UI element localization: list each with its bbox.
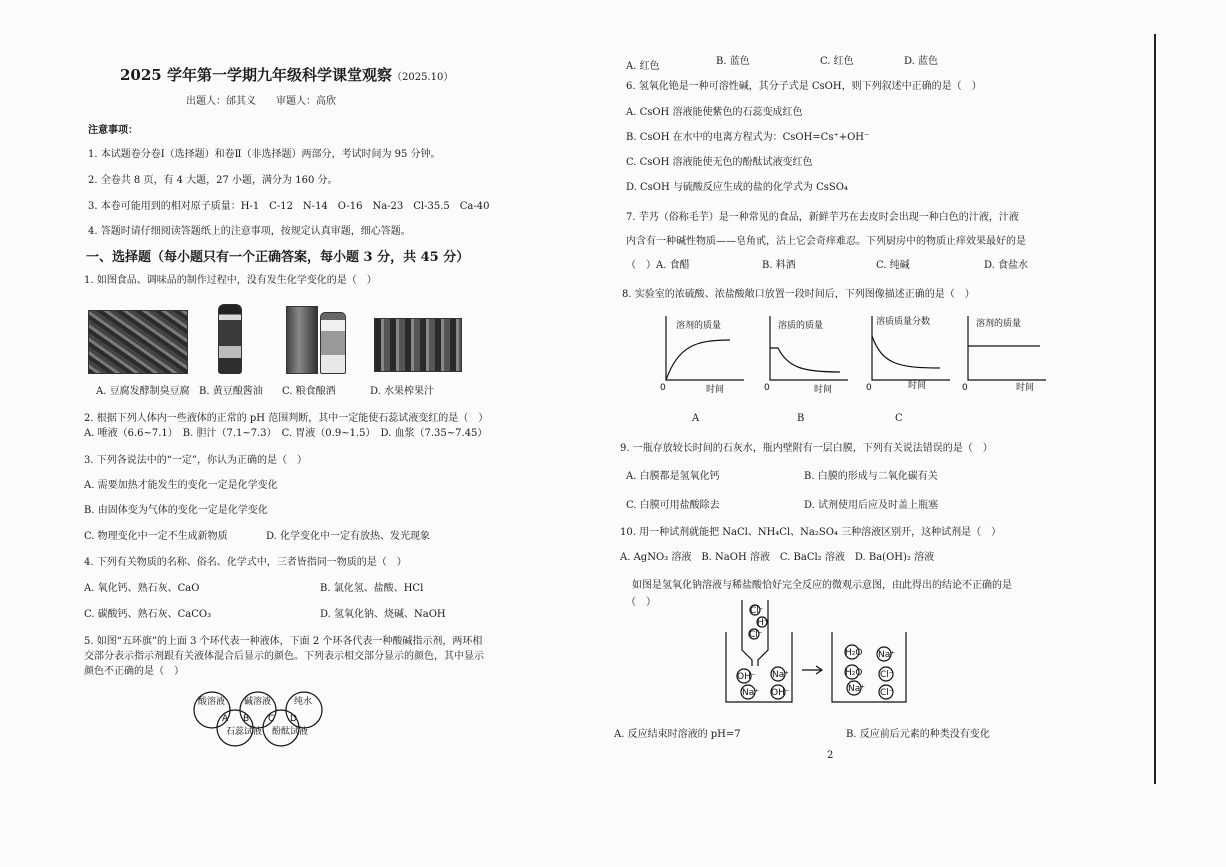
q8-graph-a [656,312,748,394]
tofu-photo [88,310,188,374]
ring-phenolphthalein-label: 酚酞试液 [272,727,309,737]
q8-graph-c-ylabel: 溶质质量分数 [876,317,931,327]
q8-graph-b [760,312,852,394]
q6-stem: 6. 氢氧化铯是一种可溶性碱，其分子式是 CsOH，则下列叙述中正确的是（ ） [626,81,982,92]
q8-graph-a-ylabel: 溶剂的质量 [676,321,722,331]
before-ion-1: OH⁻ [737,672,756,682]
q11-stem: 如图是氢氧化钠溶液与稀盐酸恰好完全反应的微观示意图，由此得出的结论不正确的是 [632,580,1012,591]
neutralization-diagram [716,596,916,708]
q7-option-a: （ ）A. 食醋 [626,260,690,271]
fruit-juice-photo [374,318,462,372]
exam-title [120,64,453,85]
q6-option-d: D. CsOH 与硫酸反应生成的盐的化学式为 CsSO₄ [626,182,848,193]
q8-graph-c-xlabel: 时间 [908,381,927,391]
notice-heading: 注意事项： [88,125,138,136]
ring-acid-label: 酸溶液 [198,697,226,707]
before-ion-3: Na⁺ [742,688,759,698]
ring-litmus-label: 石蕊试液 [226,727,263,737]
q8-letter-c: C [895,413,903,424]
q1-option-c: C. 粮食酿酒 [282,386,336,397]
binding-line [1154,34,1156,784]
after-ion-5: Na⁺ [848,684,865,694]
q11-option-b: B. 反应前后元素的种类没有变化 [846,729,990,740]
before-ion-2: Na⁺ [772,670,789,680]
q9-option-a: A. 白膜都是氢氧化钙 [626,471,720,482]
five-rings-diagram [192,690,328,750]
q3-option-c: C. 物理变化中一定不生成新物质 [84,531,228,542]
liquor-box-photo [286,306,318,374]
q4-option-b: B. 氯化氢、盐酸、HCl [320,583,424,594]
q9-option-b: B. 白膜的形成与二氧化碳有关 [804,471,938,482]
q8-graph-d-ylabel: 溶剂的质量 [976,319,1022,329]
notice-3: 3. 本卷可能用到的相对原子质量：H-1 C-12 N-14 O-16 Na-23 Cl-35.5 Ca-40 [88,201,490,212]
ring-water-label: 纯水 [294,697,313,707]
q10-stem: 10. 用一种试剂就能把 NaCl、NH₄Cl、Na₂SO₄ 三种溶液区别开，这种试剂是（ ） [620,527,1002,538]
q11-paren: （ ） [626,597,656,608]
tube-ion-1: Cl⁻ [750,606,764,616]
ring-letter-b: B [243,714,250,724]
q4-stem: 4. 下列有关物质的名称、俗名、化学式中，三者皆指同一物质的是（ ） [84,557,407,568]
q4-option-a: A. 氧化钙、熟石灰、CaO [84,583,200,594]
tube-ion-2: H⁺ [757,618,769,628]
q7-stem-line1: 7. 芋艿（俗称毛芋）是一种常见的食品，新鲜芋艿在去皮时会出现一种白色的汁液，汁液 [626,212,1019,223]
notice-1: 1. 本试题卷分卷Ⅰ（选择题）和卷Ⅱ（非选择题）两部分，考试时间为 95 分钟。 [88,149,441,160]
q5-option-d: D. 蓝色 [904,56,939,67]
ring-letter-a: A [222,714,229,724]
after-ion-3: H₂O [845,668,863,678]
q2-options: A. 唾液（6.6~7.1） B. 胆汁（7.1~7.3） C. 胃液（0.9~1.5） D. 血浆（7.35~7.45） [84,428,488,439]
q3-option-b: B. 由固体变为气体的变化一定是化学变化 [84,505,268,516]
after-ion-6: Cl⁻ [880,688,894,698]
q4-option-d: D. 氢氧化钠、烧碱、NaOH [320,609,446,620]
q6-option-b: B. CsOH 在水中的电离方程式为：CsOH=Cs⁺+OH⁻ [626,132,870,143]
q3-option-d: D. 化学变化中一定有放热、发光现象 [266,531,431,542]
q9-option-d: D. 试剂使用后应及时盖上瓶塞 [804,500,939,511]
exam-date: （2025.10） [391,72,454,83]
after-ion-1: H₂O [845,648,863,658]
q8-graph-c [862,312,954,394]
q5-option-a: A. 红色 [626,61,660,72]
q7-option-d: D. 食盐水 [984,260,1029,271]
q10-options: A. AgNO₃ 溶液 B. NaOH 溶液 C. BaCl₂ 溶液 D. Ba(OH)₂ 溶液 [620,552,935,563]
q8-stem: 8. 实验室的浓硫酸、浓盐酸敞口放置一段时间后，下列图像描述正确的是（ ） [622,289,975,300]
q11-option-a: A. 反应结束时溶液的 pH=7 [614,729,741,740]
liquor-bottle-photo [320,312,346,374]
q8-graph-c-origin: 0 [866,383,872,393]
soy-sauce-bottle-photo [218,304,242,374]
ring-letter-c: C [268,714,275,724]
q8-graph-b-xlabel: 时间 [814,385,833,394]
q8-letter-a: A [692,413,700,424]
after-ion-4: Cl⁻ [880,670,894,680]
before-ion-4: OH⁻ [771,688,790,698]
q9-stem: 9. 一瓶存放较长时间的石灰水，瓶内壁附有一层白膜，下列有关说法错误的是（ ） [620,443,993,454]
ring-base-label: 碱溶液 [244,697,272,707]
notice-4: 4. 答题时请仔细阅读答题纸上的注意事项，按规定认真审题，细心答题。 [88,226,411,237]
q8-graph-d-xlabel: 时间 [1016,383,1035,393]
q7-option-c: C. 纯碱 [876,260,910,271]
q1-stem: 1. 如图食品、调味品的制作过程中，没有发生化学变化的是（ ） [84,275,377,286]
after-ion-2: Na⁺ [878,650,895,660]
q8-letter-b: B [797,413,805,424]
exam-title-text: 2025 学年第一学期九年级科学课堂观察 [120,66,392,84]
q2-stem: 2. 根据下列人体内一些液体的正常的 pH 范围判断，其中一定能使石蕊试液变红的是（ ） [84,413,489,424]
q5-option-c: C. 红色 [820,56,854,67]
q7-stem-line2: 内含有一种碱性物质——皂角甙，沾上它会奇痒难忍。下列厨房中的物质止痒效果最好的是 [626,236,1026,247]
q9-option-c: C. 白膜可用盐酸除去 [626,500,720,511]
q3-stem: 3. 下列各说法中的“一定”，你认为正确的是（ ） [84,455,307,466]
exam-authors: 出题人：邰其义 审题人：高欣 [186,96,336,107]
q7-option-b: B. 料酒 [762,260,796,271]
q1-option-a: A. 豆腐发酵制臭豆腐 [96,386,190,397]
q8-graph-b-origin: 0 [764,383,770,393]
q8-graph-b-ylabel: 溶质的质量 [778,321,824,331]
q3-option-a: A. 需要加热才能发生的变化一定是化学变化 [84,480,278,491]
q6-option-a: A. CsOH 溶液能使紫色的石蕊变成红色 [626,107,803,118]
q5-option-b: B. 蓝色 [716,56,750,67]
q8-graph-a-xlabel: 时间 [706,385,725,394]
page-number: 2 [827,750,834,761]
q6-option-c: C. CsOH 溶液能使无色的酚酞试液变红色 [626,157,813,168]
q1-option-b: B. 黄豆酿酱油 [199,386,263,397]
q8-graph-a-origin: 0 [660,383,666,393]
q5-stem: 5. 如图“五环旗”的上面 3 个环代表一种液体，下面 2 个环各代表一种酸碱指示剂，两环相交部分表示指示剂跟有关液体混合后显示的颜色。下列表示相交部分显示的颜色，其中显示颜色不正确的是（ ） [84,636,484,677]
tube-ion-3: Cl⁻ [749,630,763,640]
q1-option-d: D. 水果榨果汁 [370,386,435,397]
notice-2: 2. 全卷共 8 页，有 4 大题，27 小题，满分为 160 分。 [88,175,338,186]
section-heading: 一、选择题（每小题只有一个正确答案，每小题 3 分，共 45 分） [86,250,470,265]
ring-letter-d: D [290,714,297,724]
q4-option-c: C. 碳酸钙、熟石灰、CaCO₃ [84,609,212,620]
q8-graph-d-origin: 0 [962,383,968,393]
q8-graph-d [958,312,1050,394]
